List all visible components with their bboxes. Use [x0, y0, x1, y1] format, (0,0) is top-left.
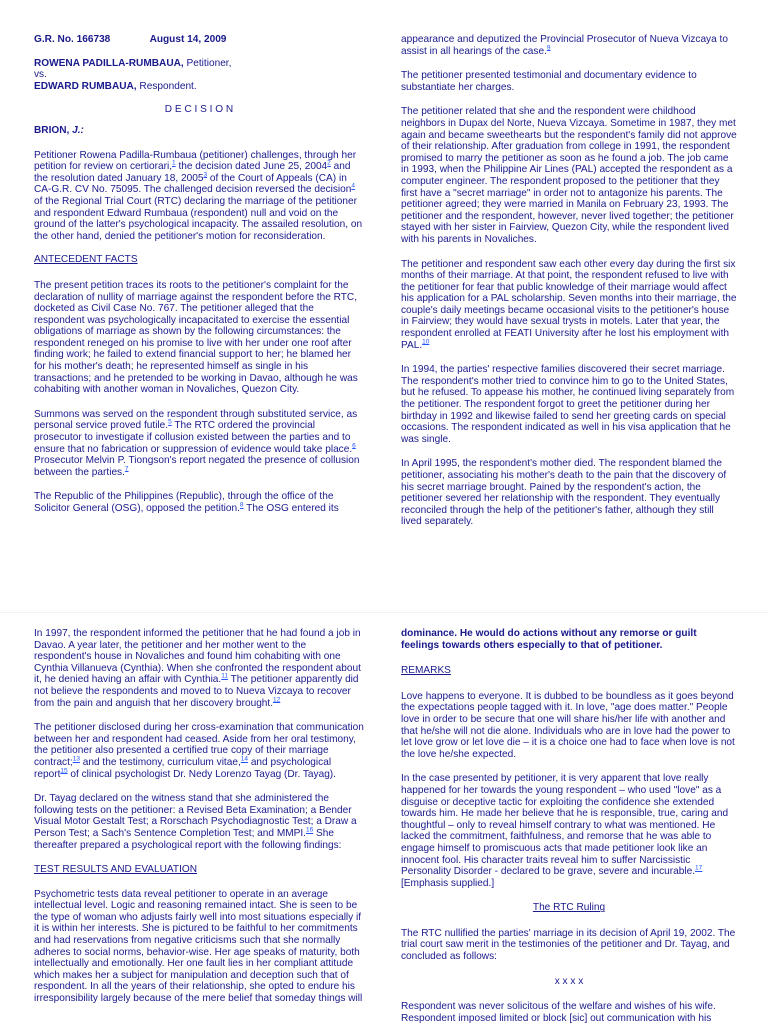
paragraph-case-presented: In the case presented by petitioner, it is very apparent that love really happened for her towards the young respondent – who used "love" as a disguise or deceptive tactic for exploiting the confidence she extended towards him. He made her believe that he is responsible, true, caring and thoughtful – only to reveal himself contrary to what was mentioned. He lacked the commitment, faithfulness, and remorse that he was able to engage himself to promiscuous acts that made petitioner look like an innocent fool. His character traits reveal him to suffer Narcissistic Personality Disorder - declared to be grave, severe and incurable.$^{17}$ [Emphasis supplied.] — [401, 773, 729, 889]
paragraph-love: Love happens to everyone. It is dubbed to be boundless as it goes beyond the expectations people tagged with it. In love, "age does matter." People love in order to be secure that one will share his/her life with another and that he/she will not die alone. Individuals who are in love had the power to let love grow or let love die – it is a choice one had to face when love is not the love he/she expected. — [401, 690, 735, 760]
footnote-link-11[interactable]: 11 — [221, 673, 228, 681]
paragraph-1997: In 1997, the respondent informed the petitioner that he had found a job in Davao. A year later, the petitioner and her mother went to the respondent's house in Novaliches and found him cohabiting with one Cynthia Villanueva (Cynthia). When she confronted the respondent about it, he denied having an affair with Cynthia.$^{11}$ The petitioner apparently did not believe the respondents and moved to to Nueva Vizcaya to recover from the pain and anguish that her discovery brought.$^{12}$ — [34, 628, 361, 709]
paragraph-1994: In 1994, the parties' respective families discovered their secret marriage. The respondent's mother tried to convince him to go to the United States, but he refused. To appease his mother, he continued living separately from the petitioner. The respondent forgot to greet the petitioner during her birthday in 1992 and likewise failed to send her greeting cards on special occasions. The respondent indicated as well in his visa application that he was single. — [401, 364, 735, 445]
paragraph-respondent-never: Respondent was never solicitous of the welfare and wishes of his wife. Respondent imposed limited or block [sic] out communication with his — [401, 1001, 716, 1024]
footnote-link-15[interactable]: 15 — [60, 767, 68, 775]
footnote-link-16[interactable]: 16 — [305, 826, 314, 834]
versus-label: vs. — [34, 69, 47, 81]
footnote-link-4[interactable]: 4 — [351, 182, 356, 190]
paragraph-appearance: appearance and deputized the Provincial Prosecutor of Nueva Vizcaya to assist in all hearings of the case.$^9$ — [401, 34, 728, 57]
decision-title: D E C I S I O N — [164, 104, 234, 116]
footnote-link-12[interactable]: 12 — [273, 696, 281, 704]
footnote-link-8[interactable]: 8 — [239, 501, 244, 509]
rtc-ruling-heading: The RTC Ruling — [532, 902, 606, 914]
page2-left-column — [34, 628, 364, 1015]
petitioner-name: ROWENA PADILLA-RUMBAUA, — [34, 57, 184, 69]
case-parties — [34, 58, 364, 93]
case-header-line — [34, 34, 364, 46]
antecedent-facts-heading: ANTECEDENT FACTS — [34, 254, 138, 266]
footnote-link-1[interactable]: 1 — [172, 159, 176, 167]
paragraph-six-months: The petitioner and respondent saw each other every day during the first six months of their marriage. At that point, the respondent refused to live with the petitioner for fear that public knowledge of their marriage would affect his application for a PAL scholarship. Seven months into their marriage, the couple's daily meetings became occasional visits to the petitioner's house in Fairview; they would have sexual trysts in motels. Later that year, the respondent enrolled at FEATI University after he lost his employment with PAL.$^{10}$ — [401, 258, 737, 351]
paragraph-psychometric: Psychometric tests data reveal petitioner to operate in an average intellectual level. Logic and reasoning remained intact. She is seen to be the type of woman who adjusts fairly well into most situations especially if it is within her interests. She is pictured to be faithful to her commitments and had reservations from negative criticisms such that she normally adheres to social norms, behavior-wise. Her age speaks of maturity, both intellectually and emotionally. Her one fault lies in her compliant attitude which makes her a subject for manipulation and deception such that of respondent. In all the years of their relationship, she opted to endure his irresponsibility largely because of the mere belief that someday things will — [34, 888, 363, 1005]
paragraph-rtc-nullified: The RTC nullified the parties' marriage in its decision of April 19, 2002. The trial court saw merit in the testimonies of the petitioner and Dr. Tayag, and concluded as follows: — [401, 927, 736, 963]
remarks-heading: REMARKS — [401, 665, 451, 677]
footnote-link-10[interactable]: 10 — [422, 338, 430, 346]
decision-date: August 14, 2009 — [149, 34, 227, 45]
page2-right-column — [401, 628, 737, 1034]
gr-number: G.R. No. 166738 — [34, 34, 111, 45]
paragraph-dr-tayag: Dr. Tayag declared on the witness stand that she administered the following tests on the petitioner: a Revised Beta Examination; a Bender Visual Motor Gestalt Test; a Rorschach Psychodiagnostic Test; a Draw a Person Test; a Sach's Sentence Completion Test; and MMPI.$^{16}$ She thereafter prepared a psychological report with the following findings: — [34, 793, 357, 851]
page-divider — [0, 612, 768, 613]
paragraph-osg: The Republic of the Philippines (Republic), through the office of the Solicitor General (OSG), opposed the petition.$^8$ The OSG entered its — [34, 491, 339, 514]
test-results-heading: TEST RESULTS AND EVALUATION — [34, 864, 198, 876]
petitioner-role: Petitioner, — [183, 57, 232, 69]
paragraph-1995: In April 1995, the respondent's mother died. The respondent blamed the petitioner, associating his mother's death to the pain that the discovery of his secret marriage brought. Pained by the respondent's action, the petitioner severed her relationship with the respondent. They eventually reconciled through the help of the petitioner's father, although they still lived separately. — [401, 458, 727, 528]
footnote-link-2[interactable]: 2 — [327, 159, 331, 167]
paragraph-dominance: dominance. He would do actions without any remorse or guilt feelings towards others especially to that of petitioner. — [401, 628, 697, 651]
paragraph-childhood: The petitioner related that she and the respondent were childhood neighbors in Dupax del Norte, Nueva Vizcaya. Sometime in 1987, they met again and became sweethearts but the respondent's family did not approve of their relationship. After graduation from college in 1991, the respondent promised to marry the petitioner as soon as he found a job. The job came in 1993, when the Philippine Air Lines (PAL) accepted the respondent as a computer engineer. The respondent proposed to the petitioner that they first have a "secret marriage" in order not to antagonize his parents. The petitioner agreed; they were married in Manila on February 23, 1993. The petitioner and the respondent, however, never lived together; the petitioner stayed with her sister in Fairview, Quezon City, while the respondent lived with his parents in Novaliches. — [401, 106, 737, 245]
ellipsis-marker: x x x x — [554, 975, 584, 987]
footnote-link-17[interactable]: 17 — [695, 864, 703, 872]
ponente-suffix: J.: — [69, 124, 84, 136]
paragraph-cross-exam: The petitioner disclosed during her cross-examination that communication between her and respondent had ceased. Aside from her oral testimony, the petitioner also presented a certified true copy of their marriage contract;$^{13}$ and the testimony, curriculum vitae,$^{14}$ and psychological report$^{15}$ of clinical psychologist Dr. Nedy Lorenzo Tayag (Dr. Tayag). — [34, 722, 364, 780]
ponente — [34, 125, 364, 137]
respondent-role: Respondent. — [136, 80, 197, 92]
footnote-link-6[interactable]: 6 — [352, 442, 356, 450]
footnote-link-7[interactable]: 7 — [124, 465, 129, 473]
page1-right-column — [401, 34, 737, 538]
page1-left-column — [34, 34, 364, 525]
footnote-link-5[interactable]: 5 — [168, 419, 172, 427]
paragraph-evidence: The petitioner presented testimonial and documentary evidence to substantiate her charges. — [401, 70, 697, 93]
footnote-link-9[interactable]: 9 — [546, 44, 551, 52]
footnote-link-14[interactable]: 14 — [240, 755, 249, 763]
respondent-name: EDWARD RUMBAUA, — [34, 80, 137, 92]
footnote-link-13[interactable]: 13 — [72, 755, 80, 763]
paragraph-summons: Summons was served on the respondent through substituted service, as personal service proved futile.$^5$ The RTC ordered the provincial prosecutor to investigate if collusion existed between the parties and to ensure that no fabrication or suppression of evidence would take place.$^6$ Prosecutor Melvin P. Tiongson's report negated the presence of collusion between the parties.$^7$ — [34, 408, 360, 478]
ponente-name: BRION, — [34, 124, 70, 136]
paragraph-intro: Petitioner Rowena Padilla-Rumbaua (petitioner) challenges, through her petition for review on certiorari,$^1$ the decision dated June 25, 2004$^2$ and the resolution dated January 18, 2005$^3$ of the Court of Appeals (CA) in CA-G.R. CV No. 75095. The challenged decision reversed the decision$^4$ of the Regional Trial Court (RTC) declaring the marriage of the petitioner and respondent Edward Rumbaua (respondent) null and void on the ground of the latter's psychological incapacity. The assailed resolution, on the other hand, denied the petitioner's motion for reconsideration. — [34, 149, 363, 242]
footnote-link-3[interactable]: 3 — [203, 171, 208, 179]
paragraph-complaint: The present petition traces its roots to the petitioner's complaint for the declaration of nullity of marriage against the respondent before the RTC, docketed as Civil Case No. 767. The petitioner alleged that the respondent was psychologically incapacitated to exercise the essential obligations of marriage as shown by the following circumstances: the respondent reneged on his promise to live with her under one roof after finding work; he failed to extend financial support to her; he blamed her for his mother's death; he represented himself as single in his transactions; and he pretended to be working in Davao, although he was cohabiting with another woman in Novaliches, Quezon City. — [34, 279, 358, 396]
